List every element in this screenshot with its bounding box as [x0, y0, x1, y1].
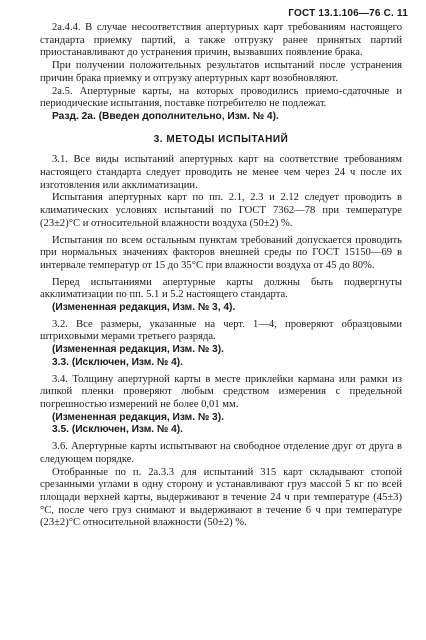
page-header: ГОСТ 13.1.106—76 С. 11 [288, 8, 408, 19]
paragraph: Перед испытаниями апертурные карты должны быть подвергнуты акклиматизации по пп. 5.1 и 5.2 настоящего стандарта. [40, 276, 402, 301]
paragraph: 2а.4.4. В случае несоответствия апертурных карт требованиям настоящего стандарта приемку партий, а также отгрузку ранее принятых партий приостанавливают до устранения причин, вызвавших появление брака. [40, 22, 402, 59]
paragraph: 3.1. Все виды испытаний апертурных карт на соответствие требованиям настоящего стандарта следует проводить не менее чем через 24 ч после их изготовления или акклиматизации. [40, 154, 402, 191]
document-body [40, 22, 402, 530]
paragraph: Отобранные по п. 2а.3.3 для испытаний 315 карт складывают стопой срезанными углами в одну сторону и устанавливают груз массой 5 кг по всей площади верхней карты, выдерживают в течение 24 ч при температуре (45±3)°С, после чего груз снимают и выдерживают в течение 6 ч при температуре (23±2)°С относительной влажности (50±2) %. [40, 466, 402, 529]
paragraphs-before-section [40, 22, 402, 124]
paragraph: Испытания апертурных карт по пп. 2.1, 2.3 и 2.12 следует проводить в климатических условиях испытаний по ГОСТ 7362—78 при температуре (23±2)°С и относительной влажности воздуха (50±2) %. [40, 192, 402, 229]
paragraph: 3.4. Толщину апертурной карты в месте приклейки кармана или рамки из липкой пленки проверяют любым средством измерения с предельной погрешностью измерений не более 0,01 мм. [40, 373, 402, 410]
paragraph: 3.2. Все размеры, указанные на черт. 1—4, проверяют образцовыми штриховыми мерами третьего разряда. [40, 318, 402, 343]
paragraph: 2а.5. Апертурные карты, на которых проводились приемо-сдаточные и периодические испытания, поставке потребителю не подлежат. [40, 85, 402, 110]
paragraph: Испытания по всем остальным пунктам требований допускается проводить при нормальных значениях факторов внешней среды по ГОСТ 15150—69 в интервале температур от 15 до 35°С при влажности воздуха от 45 до 80%. [40, 234, 402, 271]
amendment-note: 3.5. (Исключен, Изм. № 4). [52, 424, 184, 436]
amendment-note: (Измененная редакция, Изм. № 3). [52, 411, 224, 423]
section-title: 3. МЕТОДЫ ИСПЫТАНИЙ [153, 133, 289, 145]
amendment-note: (Измененная редакция, Изм. № 3, 4). [52, 302, 236, 314]
amendment-note: (Измененная редакция, Изм. № 3). [52, 344, 224, 356]
paragraph: При получении положительных результатов испытаний после устранения причин брака приемку и отгрузку апертурных карт возобновляют. [40, 60, 402, 84]
paragraphs-after-section [40, 154, 402, 530]
amendment-note: 3.3. (Исключен, Изм. № 4). [52, 356, 184, 368]
paragraph: 3.6. Апертурные карты испытывают на свободное отделение друг от друга в следующем порядке. [40, 441, 402, 465]
amendment-note: Разд. 2а. (Введен дополнительно, Изм. № 4). [52, 110, 279, 122]
